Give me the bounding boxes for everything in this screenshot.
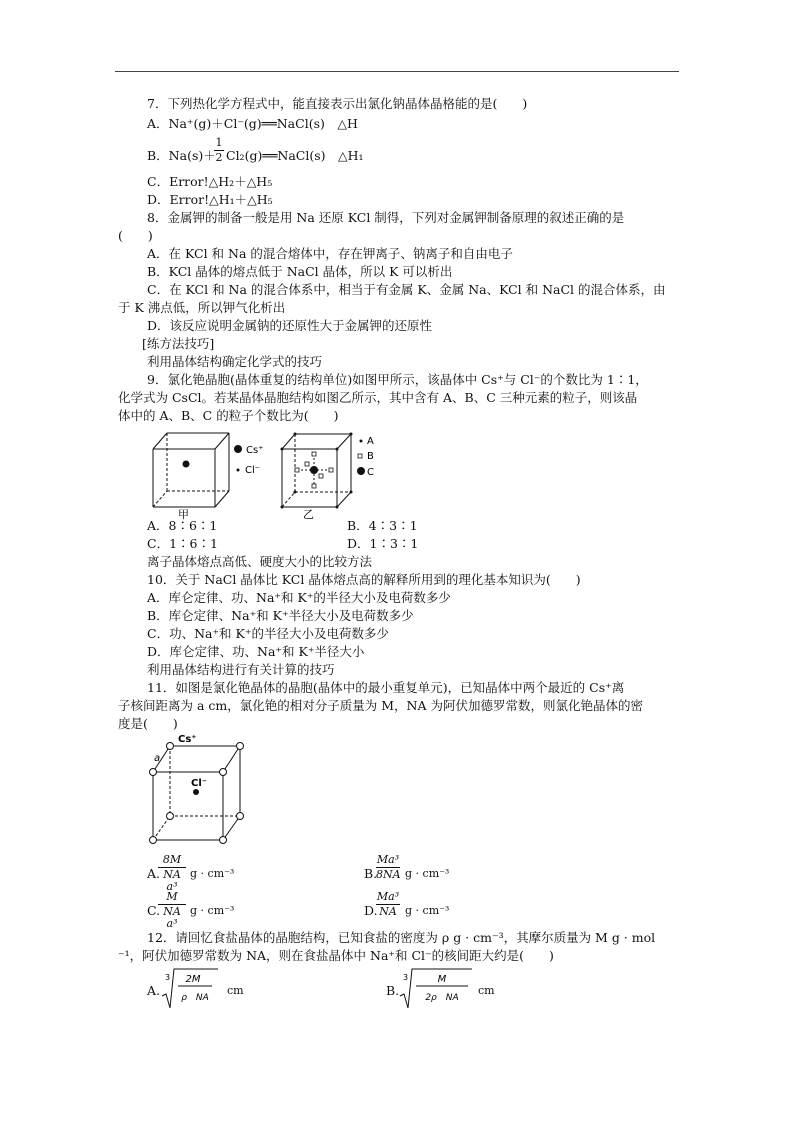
header-rule xyxy=(115,71,679,72)
q12-stem-line2: ⁻¹，阿伏加德罗常数为 NA，则在食盐晶体中 Na⁺和 Cl⁻的核间距大约是( ) xyxy=(118,948,554,963)
q11-option-b-fraction xyxy=(376,854,400,881)
q9-option-a: A．8∶6∶1 xyxy=(147,518,218,533)
q10-stem: 10．关于 NaCl 晶体比 KCl 晶体熔点高的解释所用到的理化基本知识为( ) xyxy=(147,572,581,587)
q7-option-b-fraction xyxy=(214,137,224,164)
q11-option-c-fraction xyxy=(158,891,186,930)
fraction-denominator: NA a³ xyxy=(163,868,181,893)
legend-cs-label: Cs⁺ xyxy=(246,445,264,456)
section-heading: [练方法技巧] xyxy=(142,336,215,351)
cs-ion-dot xyxy=(183,461,190,468)
legend-cs-marker xyxy=(234,445,242,453)
legend-a-marker xyxy=(360,440,363,443)
cube-root-index: 3 xyxy=(165,973,171,982)
q11-option-d-unit: g · cm⁻³ xyxy=(405,904,450,917)
q11-stem-line3: 度是( ) xyxy=(118,716,178,731)
q7-option-a: A．Na⁺(g)＋Cl⁻(g)══NaCl(s) △H xyxy=(147,116,358,131)
fraction-denominator: NA a³ xyxy=(163,905,181,930)
legend-cl-label: Cl⁻ xyxy=(245,465,261,476)
q12-option-a-unit: cm xyxy=(227,984,244,997)
q8-option-a: A．在 KCl 和 Na 的混合熔体中，存在钾离子、钠离子和自由电子 xyxy=(147,246,513,261)
q10-option-b: B．库仑定律、Na⁺和 K⁺半径大小及电荷数多少 xyxy=(147,608,414,623)
legend-c-label: C xyxy=(367,467,374,478)
q11-option-b-unit: g · cm⁻³ xyxy=(405,867,450,880)
q11-option-c-unit: g · cm⁻³ xyxy=(190,904,235,917)
q12-option-a-label: A. xyxy=(147,983,161,998)
q8-stem-line1: 8．金属钾的制备一般是用 Na 还原 KCl 制得，下列对金属钾制备原理的叙述正确的是 xyxy=(147,210,625,225)
q11-option-d-label: D. xyxy=(364,903,378,918)
fraction-numerator: 1 xyxy=(215,136,223,149)
q7-option-d: D．Error!△H₁＋△H₅ xyxy=(147,192,273,207)
cscl-unit-cell-figure xyxy=(153,433,263,520)
edge-a-label: a xyxy=(154,753,161,764)
q9-option-c: C．1∶6∶1 xyxy=(147,536,218,551)
cl-label: Cl⁻ xyxy=(191,778,208,789)
q11-option-a-unit: g · cm⁻³ xyxy=(190,867,235,880)
skill-heading-2: 离子晶体熔点高低、硬度大小的比较方法 xyxy=(147,554,373,569)
q10-option-d: D．库仑定律、功、Na⁺和 K⁺半径大小 xyxy=(147,644,365,659)
q9-figures xyxy=(145,428,395,520)
q9-option-d: D．1∶3∶1 xyxy=(347,536,419,551)
cs-label: Cs⁺ xyxy=(178,734,197,745)
fraction-denominator: 8NA xyxy=(376,868,401,881)
q11-stem-line2: 子核间距离为 a cm，氯化铯的相对分子质量为 M，NA 为阿伏加德罗常数，则氯化铯晶体的密 xyxy=(118,698,643,713)
q7-option-c: C．Error!△H₂＋△H₅ xyxy=(147,174,273,189)
fraction-denominator: ρ NA xyxy=(181,993,209,1003)
q11-option-a-label: A. xyxy=(147,866,161,881)
abc-unit-cell-figure xyxy=(281,433,375,521)
cl-ion-dot xyxy=(193,789,199,795)
legend-b-marker xyxy=(358,454,362,458)
q11-option-c-label: C. xyxy=(147,903,161,918)
q12-option-b-radical xyxy=(398,966,474,1012)
fraction-numerator: M xyxy=(437,974,447,985)
fraction-denominator: 2ρ NA xyxy=(425,993,459,1003)
fraction-denominator: NA xyxy=(379,905,397,918)
q7-option-b-suffix: Cl₂(g)══NaCl(s) △H₁ xyxy=(226,148,364,163)
q11-option-b-label: B. xyxy=(364,866,378,881)
q8-option-d: D．该反应说明金属钠的还原性大于金属钾的还原性 xyxy=(147,318,433,333)
fraction-numerator: Ma³ xyxy=(376,853,400,866)
legend-b-label: B xyxy=(367,451,374,462)
q9-stem-line1: 9．氯化铯晶胞(晶体重复的结构单位)如图甲所示，该晶体中 Cs⁺与 Cl⁻的个数比为 1∶1， xyxy=(147,372,648,387)
q12-option-a-radical xyxy=(160,966,220,1012)
figure-caption-jia: 甲 xyxy=(178,508,189,520)
q11-stem-line1: 11．如图是氯化铯晶体的晶胞(晶体中的最小重复单元)，已知晶体中两个最近的 Cs⁺离 xyxy=(147,680,625,695)
q11-cscl-cell-figure xyxy=(145,732,255,847)
q7-stem: 7．下列热化学方程式中，能直接表示出氯化钠晶体晶格能的是( ) xyxy=(147,96,528,111)
legend-c-marker xyxy=(357,467,365,475)
q11-option-a-fraction xyxy=(158,854,186,893)
legend-cl-marker xyxy=(237,469,240,472)
q11-option-d-fraction xyxy=(376,891,400,918)
q10-option-a: A．库仑定律、功、Na⁺和 K⁺的半径大小及电荷数多少 xyxy=(147,590,451,605)
skill-heading-1: 利用晶体结构确定化学式的技巧 xyxy=(147,354,323,369)
fraction-numerator: Ma³ xyxy=(376,890,400,903)
q12-option-b-unit: cm xyxy=(478,984,495,997)
skill-heading-3: 利用晶体结构进行有关计算的技巧 xyxy=(147,662,335,677)
q9-option-b: B．4∶3∶1 xyxy=(347,518,418,533)
q10-option-c: C．功、Na⁺和 K⁺的半径大小及电荷数多少 xyxy=(147,626,389,641)
q8-option-c-line2: 于 K 沸点低，所以钾气化析出 xyxy=(118,300,286,315)
fraction-denominator: 2 xyxy=(215,151,223,164)
fraction-numerator: 2M xyxy=(185,974,201,985)
fraction-numerator: 8M xyxy=(162,853,182,866)
fraction-numerator: M xyxy=(166,890,178,903)
q8-stem-line2: ( ) xyxy=(118,228,153,243)
q9-stem-line3: 体中的 A、B、C 的粒子个数比为( ) xyxy=(118,408,339,423)
q9-stem-line2: 化学式为 CsCl。若某晶体晶胞结构如图乙所示，其中含有 A、B、C 三种元素的粒子，则该晶 xyxy=(118,390,638,405)
legend-a-label: A xyxy=(367,436,374,447)
q8-option-c-line1: C．在 KCl 和 Na 的混合体系中，相当于有金属 K、金属 Na、KCl 和 NaCl 的混合体系，由 xyxy=(147,282,666,297)
c-particle-dot xyxy=(310,466,318,474)
q8-option-b: B．KCl 晶体的熔点低于 NaCl 晶体，所以 K 可以析出 xyxy=(147,264,453,279)
q12-option-b-label: B. xyxy=(386,983,400,998)
figure-caption-yi: 乙 xyxy=(303,508,314,520)
q12-stem-line1: 12．请回忆食盐晶体的晶胞结构，已知食盐的密度为 ρ g · cm⁻³，其摩尔质量为 M g · mol xyxy=(147,930,656,945)
cube-root-index: 3 xyxy=(403,973,409,982)
q7-option-b-prefix: B．Na(s)＋ xyxy=(147,148,216,163)
